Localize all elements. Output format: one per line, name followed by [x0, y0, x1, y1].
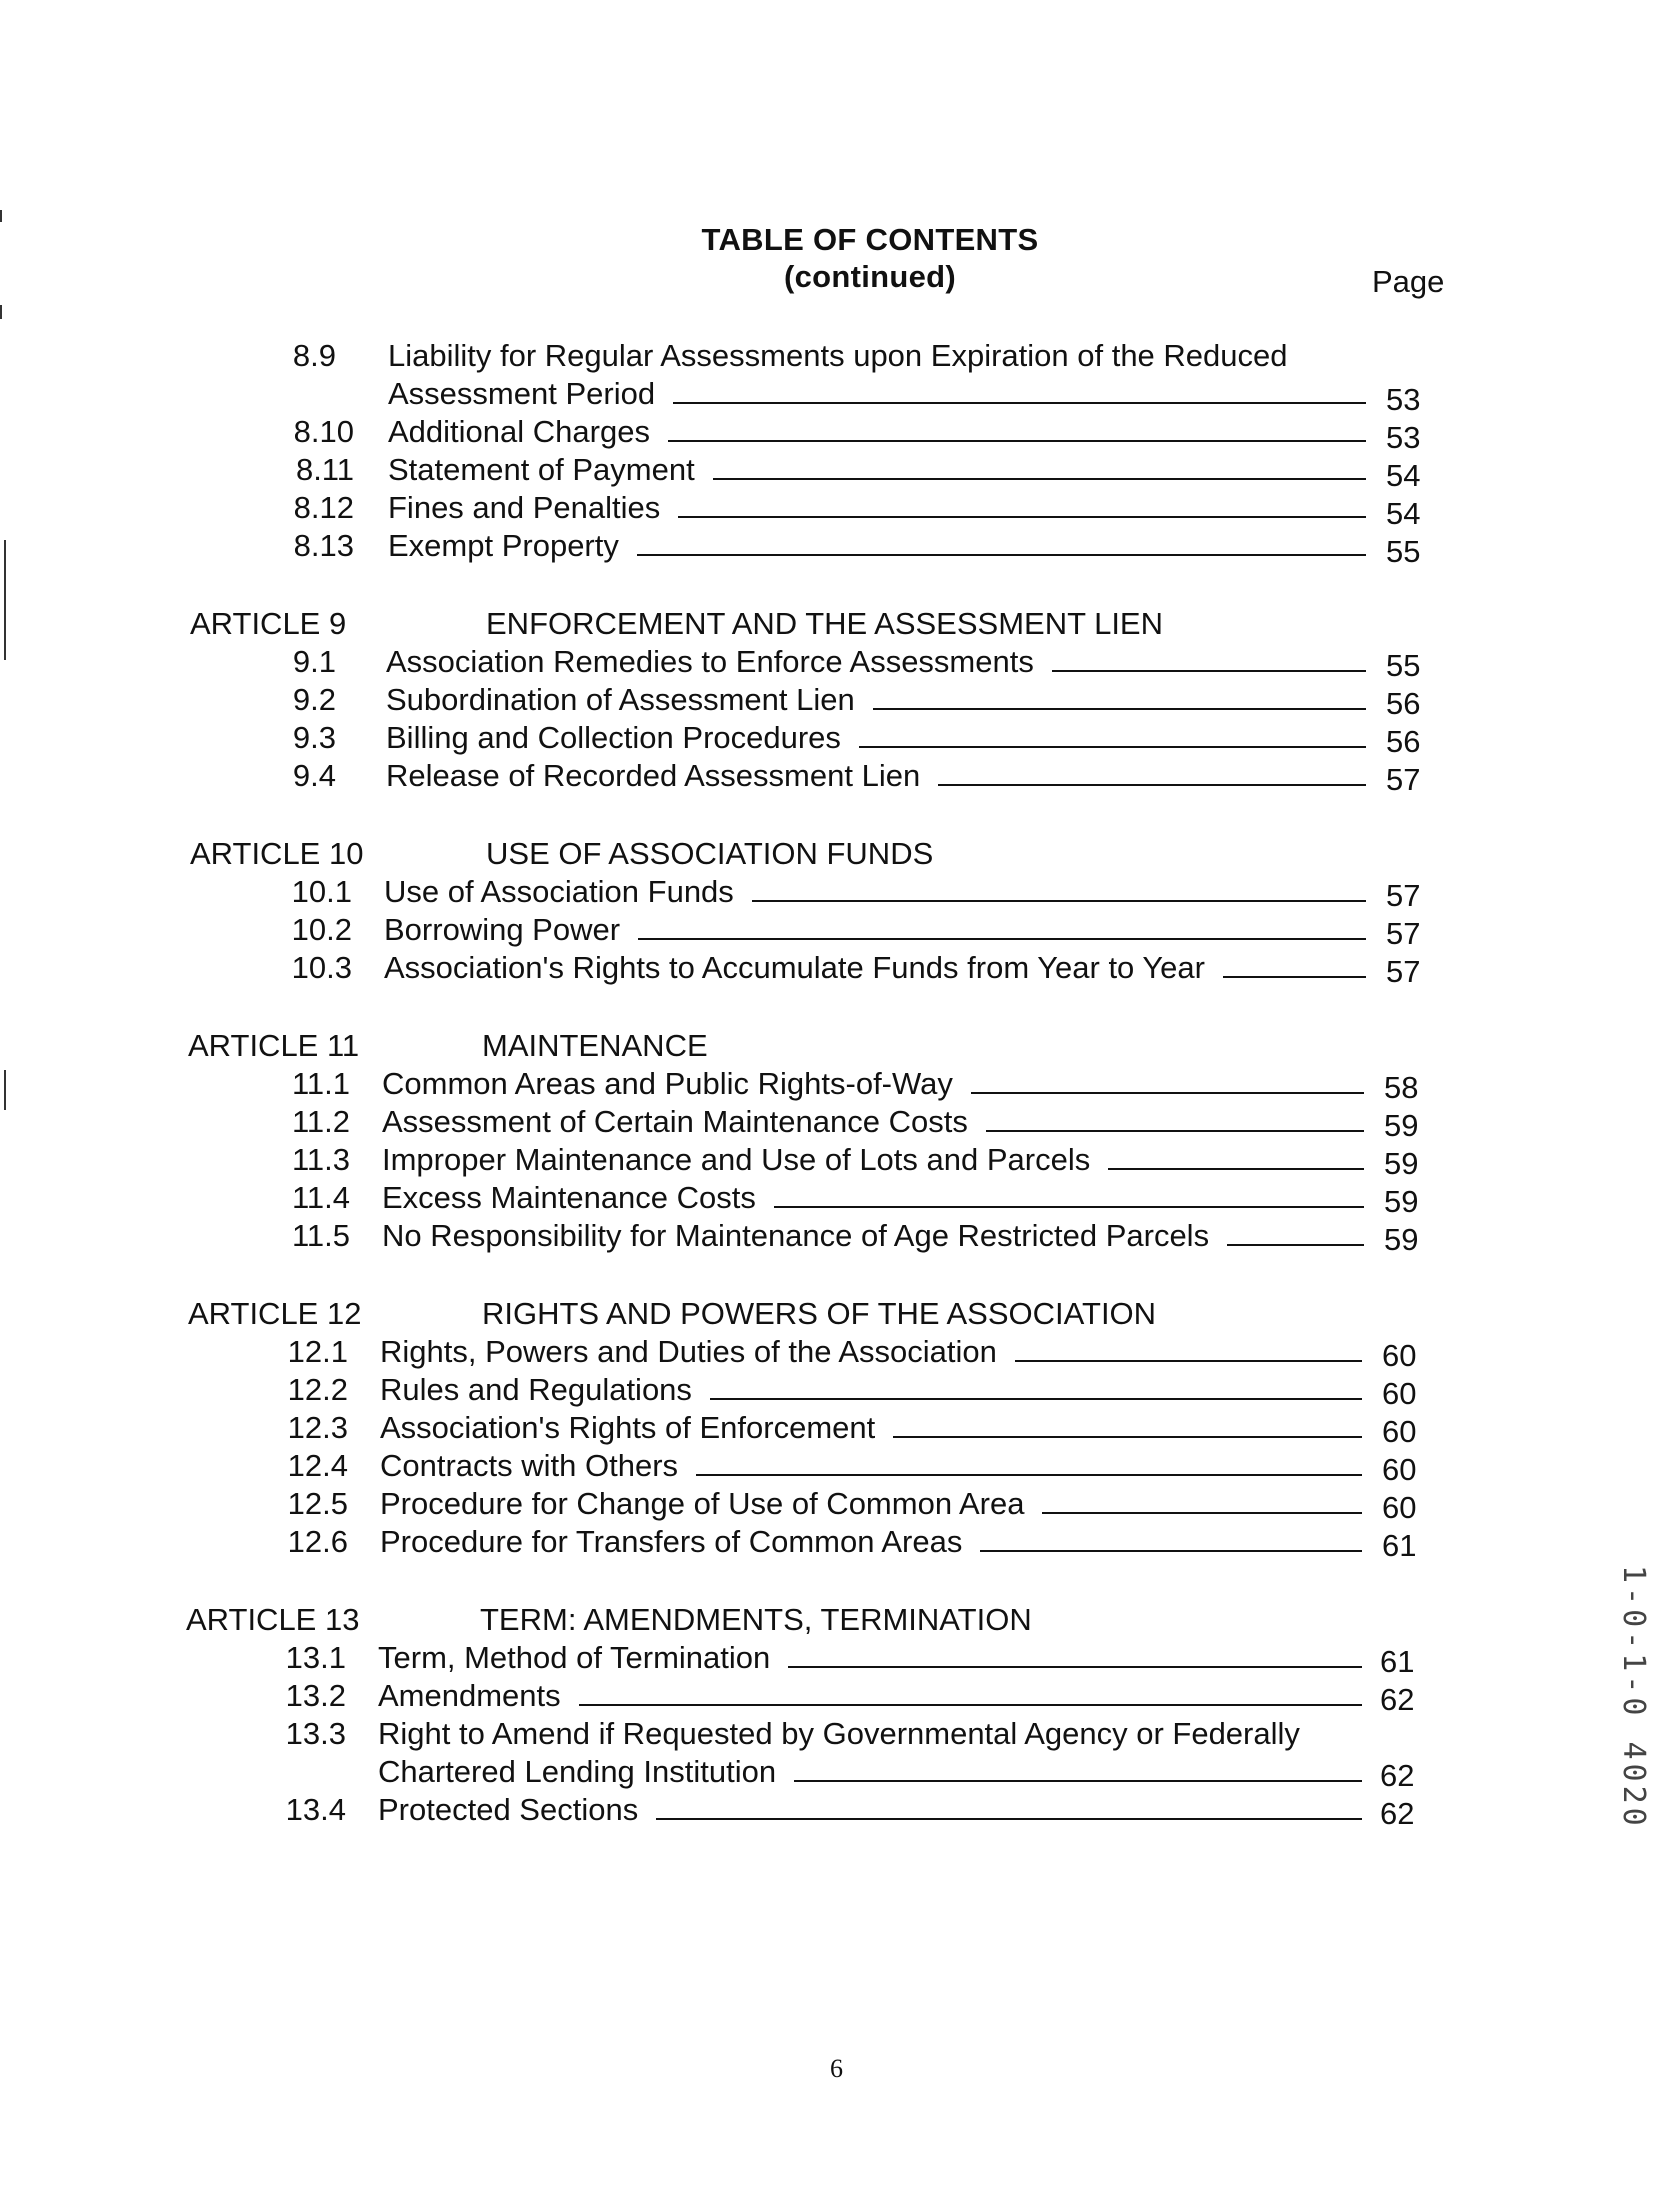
section-number: 9.1 [292, 644, 336, 679]
section-number: 8.10 [293, 414, 354, 449]
toc-entry-8-9-line1 [0, 336, 1673, 376]
section-number: 9.2 [292, 682, 336, 717]
section-label: Contracts with Others [380, 1448, 679, 1483]
dot-leader [656, 1794, 1362, 1820]
article-heading [0, 1294, 1673, 1334]
section-label: Association Remedies to Enforce Assessments [386, 644, 1034, 679]
toc-entry [0, 450, 1673, 493]
dot-leader [1015, 1336, 1362, 1362]
dot-leader [752, 876, 1366, 902]
toc-entry [0, 1332, 1673, 1372]
article-title: USE OF ASSOCIATION FUNDS [486, 836, 934, 871]
section-number: 12.2 [287, 1372, 348, 1407]
dot-leader [774, 1182, 1364, 1208]
section-label: Borrowing Power [384, 912, 621, 947]
dot-leader [673, 378, 1366, 404]
section-label: Exempt Property [388, 528, 619, 563]
page-number: 60 [1382, 1490, 1417, 1525]
page-number: 59 [1384, 1184, 1419, 1219]
dot-leader [873, 684, 1366, 710]
page-number: 61 [1382, 1528, 1417, 1563]
section-label: Chartered Lending Institution [378, 1754, 777, 1789]
article-number: ARTICLE 9 [190, 606, 347, 641]
section-label: No Responsibility for Maintenance of Age Restricted Parcels [382, 1218, 1210, 1253]
page-number: 57 [1386, 762, 1421, 797]
page-number: 59 [1384, 1222, 1419, 1257]
page-number: 54 [1386, 458, 1421, 493]
section-label: Right to Amend if Requested by Governmental Agency or Federally [378, 1716, 1300, 1751]
dot-leader [637, 530, 1366, 556]
scan-mark [0, 305, 2, 319]
page-number: 60 [1382, 1414, 1417, 1449]
dot-leader [710, 1374, 1362, 1400]
page-number: 56 [1386, 686, 1421, 721]
page-number: 57 [1386, 878, 1421, 913]
section-number: 8.12 [293, 490, 354, 525]
article-heading [0, 1026, 1673, 1066]
article-heading [0, 1600, 1673, 1640]
section-number: 11.2 [291, 1104, 350, 1139]
section-label: Excess Maintenance Costs [382, 1180, 756, 1215]
section-number: 10.1 [291, 874, 352, 909]
section-label: Protected Sections [378, 1792, 639, 1827]
section-label: Procedure for Transfers of Common Areas [380, 1524, 963, 1559]
page-number: 59 [1384, 1146, 1419, 1181]
section-label: Fines and Penalties [388, 490, 661, 525]
page-number: 62 [1380, 1796, 1415, 1831]
toc-entry [0, 680, 1673, 720]
dot-leader [1052, 646, 1366, 672]
toc-entry [0, 948, 1673, 988]
toc-entry [0, 1790, 1673, 1830]
section-label: Additional Charges [388, 414, 650, 449]
dot-leader [678, 492, 1366, 518]
toc-entry [0, 718, 1673, 758]
footer-page-number: 6 [830, 2054, 843, 2083]
dot-leader [713, 454, 1366, 480]
toc-entry [0, 488, 1673, 531]
dot-leader [986, 1106, 1364, 1132]
page-number: 57 [1386, 954, 1421, 989]
article-number: ARTICLE 13 [186, 1602, 360, 1637]
scan-mark [4, 540, 6, 660]
article-title: TERM: AMENDMENTS, TERMINATION [480, 1602, 1032, 1637]
section-label: Association's Rights of Enforcement [380, 1410, 876, 1445]
dot-leader [1042, 1488, 1362, 1514]
toc-entry [0, 910, 1673, 950]
page-number: 55 [1386, 534, 1421, 569]
page-number: 59 [1384, 1108, 1419, 1143]
dot-leader [696, 1450, 1362, 1476]
article-title: ENFORCEMENT AND THE ASSESSMENT LIEN [486, 606, 1163, 641]
page-number: 55 [1386, 648, 1421, 683]
toc-entry [0, 1064, 1673, 1104]
section-label: Statement of Payment [388, 452, 695, 487]
section-number: 12.3 [287, 1410, 348, 1445]
dot-leader [971, 1068, 1364, 1094]
page-number: 56 [1386, 724, 1421, 759]
section-number: 8.11 [295, 452, 354, 487]
article-number: ARTICLE 12 [188, 1296, 362, 1331]
toc-entry [0, 1102, 1673, 1142]
section-label: Association's Rights to Accumulate Funds from Year to Year [384, 950, 1205, 985]
section-number: 11.5 [291, 1218, 350, 1253]
page-column-header: Page [1372, 264, 1445, 299]
page-number: 60 [1382, 1338, 1417, 1373]
toc-entry [0, 1178, 1673, 1218]
page-number: 60 [1382, 1452, 1417, 1487]
dot-leader [579, 1680, 1362, 1706]
toc-entry [0, 526, 1673, 569]
section-number: 9.4 [292, 758, 336, 793]
article-heading [0, 604, 1673, 644]
toc-entry [0, 374, 1673, 417]
section-number: 13.2 [285, 1678, 346, 1713]
dot-leader [638, 914, 1366, 940]
section-number: 8.9 [292, 338, 336, 373]
page-number: 57 [1386, 916, 1421, 951]
toc-entry [0, 872, 1673, 912]
dot-leader [1223, 952, 1366, 978]
section-number: 9.3 [292, 720, 336, 755]
toc-entry [0, 1408, 1673, 1448]
page-number: 58 [1384, 1070, 1419, 1105]
dot-leader [980, 1526, 1362, 1552]
toc-entry [0, 1370, 1673, 1410]
scan-mark [0, 210, 2, 222]
section-label: Rules and Regulations [380, 1372, 692, 1407]
toc-title: TABLE OF CONTENTS [701, 222, 1039, 257]
section-label: Rights, Powers and Duties of the Association [380, 1334, 997, 1369]
section-label: Billing and Collection Procedures [386, 720, 841, 755]
toc-entry-13-3-line1 [0, 1714, 1673, 1754]
toc-entry [0, 1140, 1673, 1180]
section-number: 12.4 [287, 1448, 348, 1483]
section-label: Term, Method of Termination [378, 1640, 771, 1675]
section-number: 12.1 [287, 1334, 348, 1369]
toc-entry [0, 756, 1673, 796]
section-number: 11.3 [291, 1142, 350, 1177]
section-number: 13.1 [285, 1640, 346, 1675]
section-label: Subordination of Assessment Lien [386, 682, 855, 717]
section-label: Release of Recorded Assessment Lien [386, 758, 921, 793]
section-number: 11.4 [291, 1180, 350, 1215]
dot-leader [859, 722, 1366, 748]
toc-subtitle: (continued) [783, 259, 957, 294]
section-label: Assessment Period [388, 376, 656, 411]
article-title: MAINTENANCE [482, 1028, 708, 1063]
recording-stamp: 1-0-1-0 4020 [1616, 1565, 1651, 1830]
dot-leader [938, 760, 1366, 786]
page-number: 60 [1382, 1376, 1417, 1411]
toc-entry [0, 1522, 1673, 1562]
dot-leader [788, 1642, 1362, 1668]
section-number: 10.3 [291, 950, 352, 985]
page-number: 62 [1380, 1682, 1415, 1717]
page-number: 53 [1386, 420, 1421, 455]
section-label: Procedure for Change of Use of Common Area [380, 1486, 1025, 1521]
toc-entry [0, 642, 1673, 682]
toc-entry [0, 1446, 1673, 1486]
dot-leader [794, 1756, 1362, 1782]
dot-leader [668, 416, 1366, 442]
section-number: 10.2 [291, 912, 352, 947]
toc-entry [0, 1638, 1673, 1678]
section-label: Amendments [378, 1678, 561, 1713]
article-number: ARTICLE 10 [190, 836, 364, 871]
dot-leader [1227, 1220, 1364, 1246]
scan-mark [4, 1070, 6, 1110]
section-number: 12.6 [287, 1524, 348, 1559]
section-label: Use of Association Funds [384, 874, 734, 909]
section-label: Liability for Regular Assessments upon Expiration of the Reduced [388, 338, 1288, 373]
page-number: 62 [1380, 1758, 1415, 1793]
section-label: Improper Maintenance and Use of Lots and Parcels [382, 1142, 1091, 1177]
page-number: 61 [1380, 1644, 1415, 1679]
article-title: RIGHTS AND POWERS OF THE ASSOCIATION [482, 1296, 1157, 1331]
article-number: ARTICLE 11 [188, 1028, 360, 1063]
toc-entry [0, 412, 1673, 455]
dot-leader [1108, 1144, 1364, 1170]
section-number: 13.4 [285, 1792, 346, 1827]
toc-entry [0, 1676, 1673, 1716]
toc-entry [0, 1484, 1673, 1524]
toc-entry [0, 1752, 1673, 1792]
section-number: 12.5 [287, 1486, 348, 1521]
section-number: 13.3 [285, 1716, 346, 1751]
section-number: 11.1 [291, 1066, 350, 1101]
toc-entry [0, 1216, 1673, 1256]
dot-leader [893, 1412, 1362, 1438]
page-number: 53 [1386, 382, 1421, 417]
section-label: Common Areas and Public Rights-of-Way [382, 1066, 953, 1101]
article-heading [0, 834, 1673, 874]
section-label: Assessment of Certain Maintenance Costs [382, 1104, 968, 1139]
section-number: 8.13 [293, 528, 354, 563]
page-number: 54 [1386, 496, 1421, 531]
